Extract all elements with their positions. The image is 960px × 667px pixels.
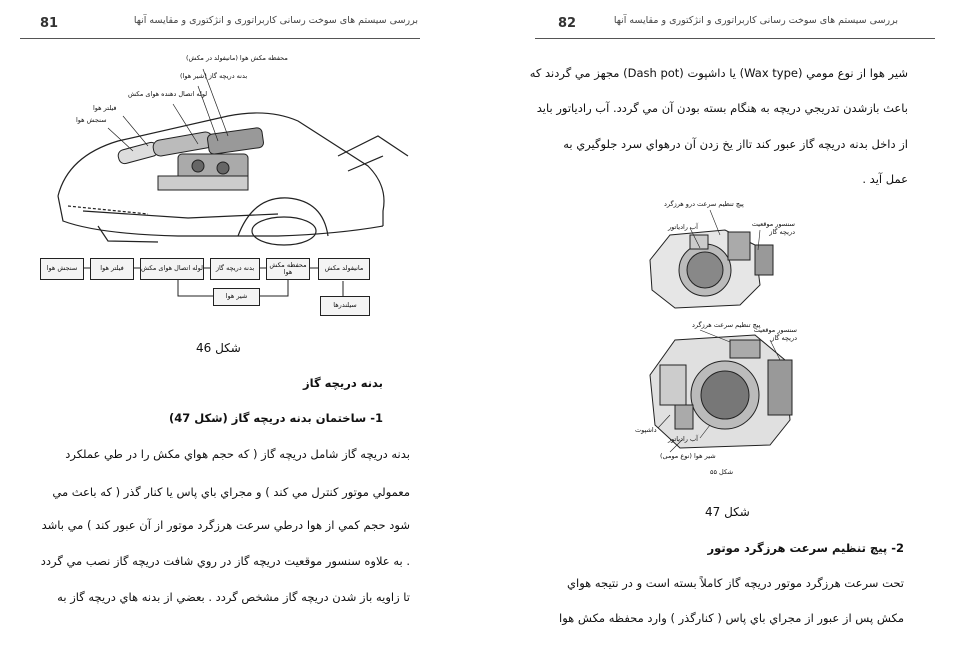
label-plenum: محفظه مکش هوا (مانیفولد در مکش) <box>186 54 288 62</box>
figure-47 <box>630 190 800 480</box>
page-number: 82 <box>558 16 577 31</box>
paragraph-line: عمل آيد . <box>862 172 908 186</box>
flow-box-air-filter: فیلتر هوا <box>90 258 134 280</box>
page-header-title: بررسی سیستم های سوخت رسانی کاربراتوری و انژکتوری و مقایسه آنها <box>133 15 418 26</box>
paragraph-line: تحت سرعت هرزگرد موتور دريچه گاز كاملاً بسته است و در نتيجه هواي <box>567 576 904 590</box>
paragraph-line: . به علاوه سنسور موقعيت دريچه گاز در روي شافت دريچه گاز نصب مي گردد <box>40 554 410 568</box>
label-air-flow-meter: سنجش هوا <box>76 116 107 124</box>
paragraph-line: معمولي موتور كنترل مي كند ) و مجراي باي پاس يا كنار گذر ( كه باعث مي <box>52 485 410 499</box>
figure-46 <box>38 46 413 321</box>
label-dashpot: داشپوت <box>635 426 657 434</box>
figure-caption: شکل 46 <box>196 341 241 355</box>
label-tps-bottom: سنسور موقعیت دریچه گاز <box>753 326 797 342</box>
label-throttle-body: بدنه دریچه گاز (شیر هوا) <box>180 72 248 80</box>
paragraph-line: از داخل بدنه دريچه گاز عبور كند تااز يخ زدن آن درهواي سرد جلوگيري به <box>563 137 908 151</box>
flow-box-air-meter: سنجش هوا <box>40 258 84 280</box>
flow-box-air-valve: شیر هوا <box>213 288 260 306</box>
sub-heading: 1- ساختمان بدنه دریچه گاز (شکل 47) <box>168 411 383 425</box>
paragraph-line: شود حجم كمي از هوا درطي سرعت هرزگرد موتور از آن عبور كند ) مي باشد <box>41 518 410 532</box>
label-radiator-water-bottom: آب رادیاتور <box>668 435 698 443</box>
flow-box-cylinders: سیلندرها <box>320 296 370 316</box>
label-figure-number: شکل ۵۵ <box>710 468 734 476</box>
label-air-filter: فیلتر هوا <box>93 104 117 112</box>
paragraph-line: باعث بازشدن تدريجي دريچه به هنگام بسته بودن آن مي گردد. آب رادياتور بايد <box>536 101 908 115</box>
label-idle-screw-top: پیچ تنظیم سرعت درو هرزگرد <box>664 200 744 208</box>
label-tps-top: سنسور موقعیت دریچه گاز <box>751 220 795 236</box>
throttle-body-bottom <box>650 335 792 448</box>
page-header-title: بررسی سیستم های سوخت رسانی کاربراتوری و انژکتوری و مقایسه آنها <box>613 15 898 26</box>
page-81 <box>0 0 470 667</box>
paragraph-line: شير هوا از نوع مومي (Wax type) يا داشپوت (Dash pot) مجهز مي گردند كه <box>529 66 908 80</box>
label-idle-screw-bottom: پیچ تنظیم سرعت هرزگرد <box>692 321 761 329</box>
page-82 <box>480 0 960 667</box>
paragraph-line: تا زاويه باز شدن دريچه گاز مشخص گردد . بعضي از بدنه هاي دريچه گاز به <box>57 590 410 604</box>
header-rule <box>535 38 935 39</box>
throttle-body-top <box>650 230 773 308</box>
label-intake-pipe: لوله اتصال دهنده هوای مکش <box>128 90 208 98</box>
section-heading: 2- پيچ تنظيم سرعت هرزگرد موتور <box>707 541 904 555</box>
flow-box-plenum: محفظه مکش هوا <box>266 258 310 280</box>
section-heading: بدنه دریچه گاز <box>303 376 383 390</box>
page-gutter <box>470 0 480 667</box>
paragraph-line: مكش پس از عبور از مجراي باي پاس ( كنارگذر ) وارد محفظه مكش هوا <box>559 611 904 625</box>
figure-caption: شکل 47 <box>705 505 750 519</box>
paragraph-line: بدنه دريچه گاز شامل دريچه گاز ( كه حجم هواي مكش را در طي عملكرد <box>65 447 410 461</box>
label-wax-valve: شیر هوا (نوع مومی) <box>660 452 716 460</box>
label-radiator-water-top: آب رادیاتور <box>668 223 698 231</box>
flow-box-intake-manifold: مانیفولد مکش <box>318 258 370 280</box>
header-rule <box>20 38 420 39</box>
flow-box-intake-pipe: لوله اتصال هوای مکش <box>140 258 204 280</box>
flow-box-throttle-body: بدنه دریچه گاز <box>210 258 260 280</box>
page-number: 81 <box>40 16 59 31</box>
